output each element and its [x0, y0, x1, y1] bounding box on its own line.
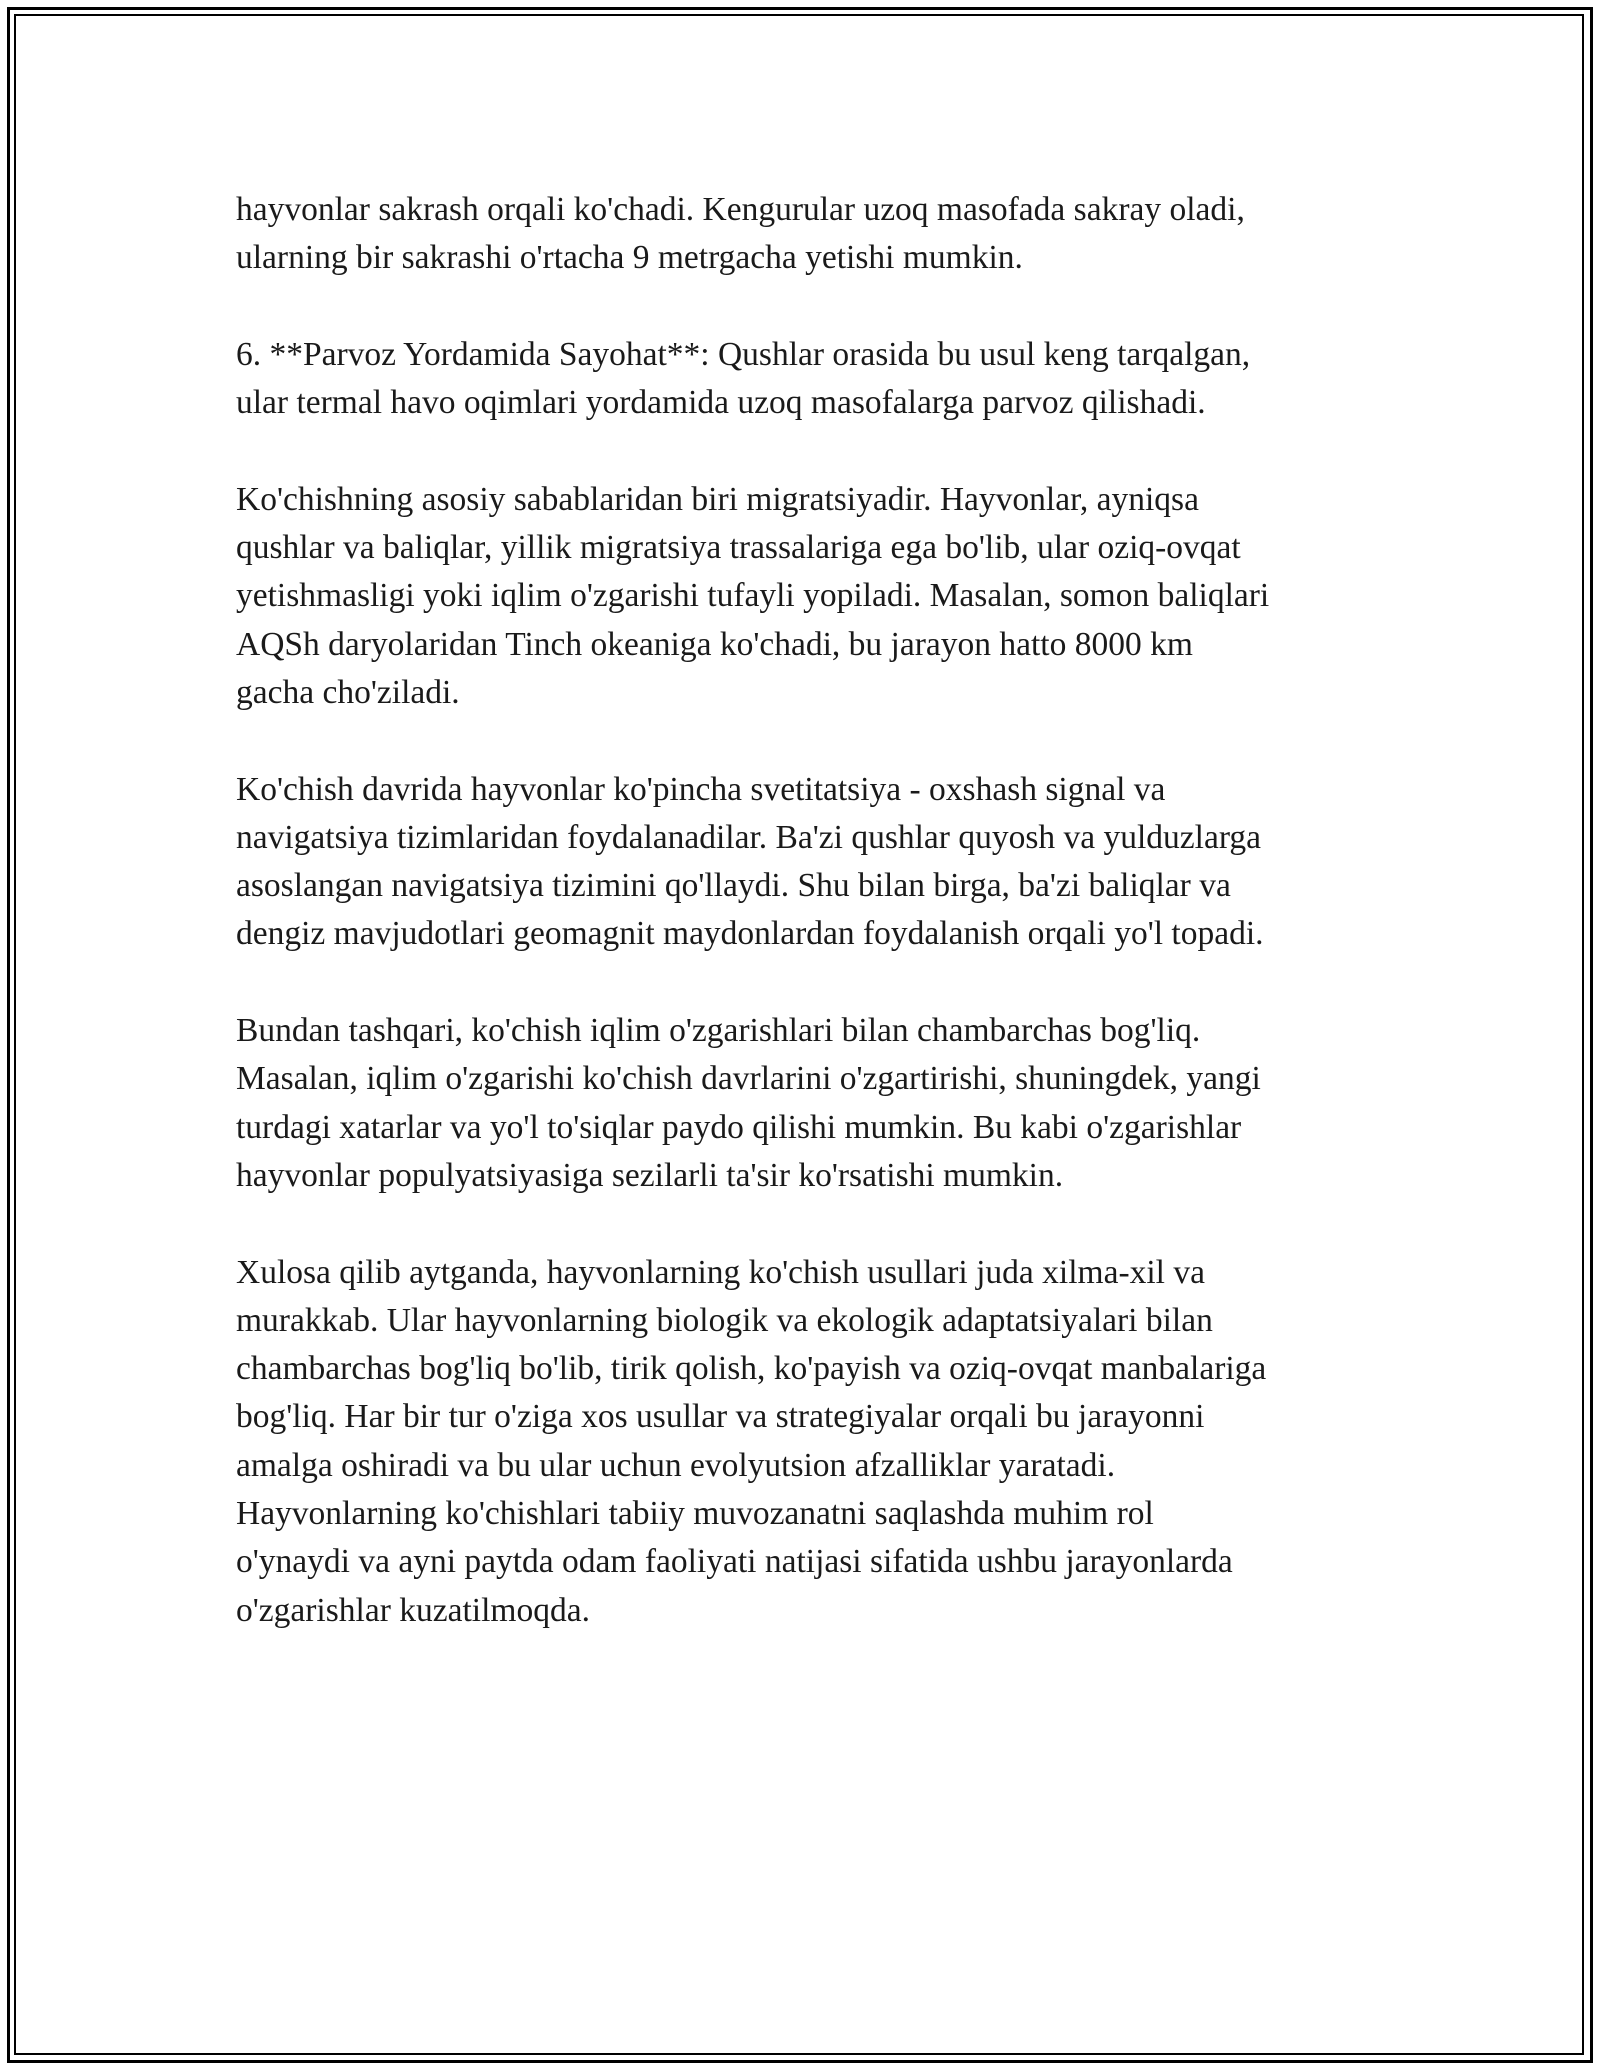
paragraph-conclusion: Xulosa qilib aytganda, hayvonlarning ko'chish usullari juda xilma-xil va murakkab. Ular hayvonlarning biologik va ekologik adaptatsiyalari bilan chambarchas bog'liq bo'lib, tirik qolish, ko'payish va oziq-ovqat manbalariga bog'liq. Har bir tur o'ziga xos usullar va strategiyalar orqali bu jarayonni amalga oshiradi va bu ular uchun evolyutsion afzalliklar yaratadi. Hayvonlarning ko'chishlari tabiiy muvozanatni saqlashda muhim rol o'ynaydi va ayni paytda odam faoliyati natijasi sifatida ushbu jarayonlarda o'zgarishlar kuzatilmoqda. [236, 1253, 1267, 1629]
document-body [236, 186, 1386, 1683]
paragraph-navigation: Ko'chish davrida hayvonlar ko'pincha svetitatsiya - oxshash signal va navigatsiya tizimlaridan foydalanadilar. Ba'zi qushlar quyosh va yulduzlarga asoslangan navigatsiya tizimini qo'llaydi. Shu bilan birga, ba'zi baliqlar va dengiz mavjudotlari geomagnit maydonlardan foydalanish orqali yo'l topadi. [236, 770, 1264, 953]
paragraph-jumping-animals: hayvonlar sakrash orqali ko'chadi. Kengurular uzoq masofada sakray oladi, ularning bir sakrashi o'rtacha 9 metrgacha yetishi mumkin. [236, 191, 1245, 277]
paragraph-migration-reasons: Ko'chishning asosiy sabablaridan biri migratsiyadir. Hayvonlar, ayniqsa qushlar va baliqlar, yillik migratsiya trassalariga ega bo'lib, ular oziq-ovqat yetishmasligi yoki iqlim o'zgarishi tufayli yopiladi. Masalan, somon baliqlari AQSh daryolaridan Tinch okeaniga ko'chadi, bu jarayon hatto 8000 km gacha cho'ziladi. [236, 480, 1270, 711]
paragraph-climate-change: Bundan tashqari, ko'chish iqlim o'zgarishlari bilan chambarchas bog'liq. Masalan, iqlim o'zgarishi ko'chish davrlarini o'zgartirishi, shuningdek, yangi turdagi xatarlar va yo'l to'siqlar paydo qilishi mumkin. Bu kabi o'zgarishlar hayvonlar populyatsiyasiga sezilarli ta'sir ko'rsatishi mumkin. [236, 1012, 1261, 1194]
paragraph-flight-travel: 6. **Parvoz Yordamida Sayohat**: Qushlar orasida bu usul keng tarqalgan, ular termal havo oqimlari yordamida uzoq masofalarga parvoz qilishadi. [236, 335, 1251, 422]
